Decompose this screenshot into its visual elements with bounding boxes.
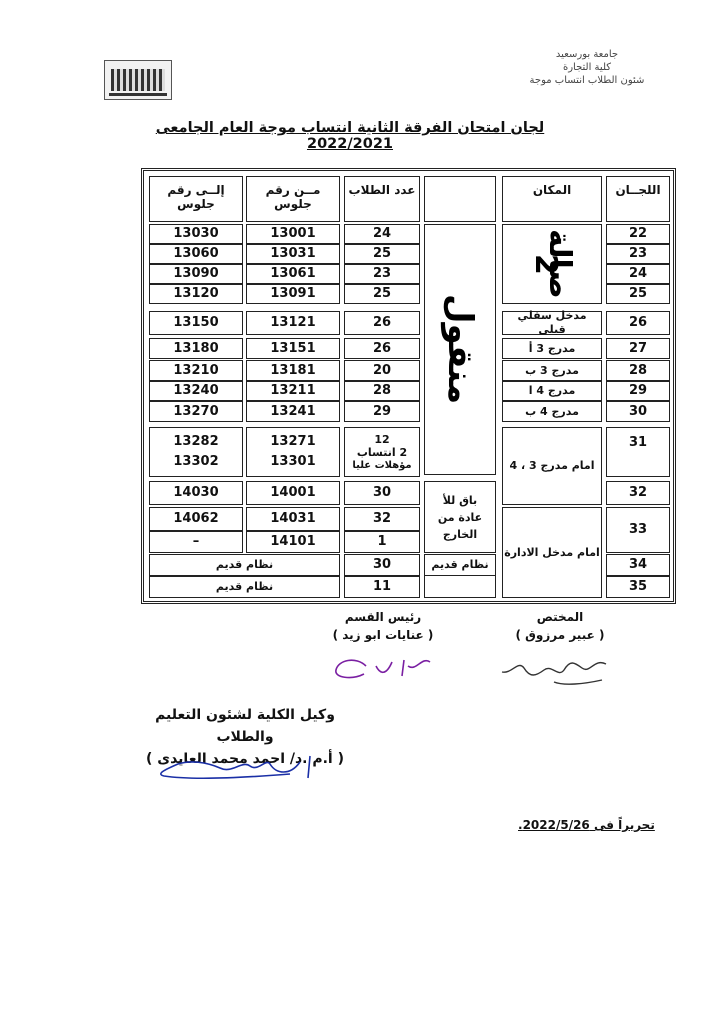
seat-to: 13060	[149, 244, 243, 264]
students-count: 11	[344, 576, 420, 598]
students-count: 30	[344, 554, 420, 576]
location-amph3b: مدرج 3 ب	[502, 360, 602, 381]
students-count: 32	[344, 507, 420, 531]
seat-to: 13090	[149, 264, 243, 284]
students-line: مؤهلات عليا	[352, 459, 412, 471]
seat-from: 14001	[246, 481, 340, 505]
committee-number: 33	[606, 507, 670, 553]
header-to: إلــى رقم جلوس	[149, 176, 243, 222]
status-transferred	[424, 224, 496, 475]
seat-from: 13091	[246, 284, 340, 304]
committee-number: 24	[606, 264, 670, 284]
seat-to: 13030	[149, 224, 243, 244]
students-count: 1	[344, 531, 420, 553]
students-count: 26	[344, 338, 420, 359]
students-count: 24	[344, 224, 420, 244]
location-hall2-label: صالة 2	[528, 229, 577, 299]
header-committees: اللجــان	[606, 176, 670, 222]
seat-from-31	[246, 427, 340, 477]
students-count: 26	[344, 311, 420, 335]
seat-to: 13180	[149, 338, 243, 359]
seat-to: 14030	[149, 481, 243, 505]
seat-from: 13151	[246, 338, 340, 359]
seat-from: 14101	[246, 531, 340, 553]
location-amph4b: مدرج 4 ب	[502, 401, 602, 422]
specialist-signature-icon	[494, 652, 614, 692]
seat-to-line: 13302	[173, 454, 219, 469]
university-seal-icon	[104, 60, 172, 100]
row34-range: نظام قديم	[149, 554, 340, 576]
seat-from: 13241	[246, 401, 340, 422]
students-count: 23	[344, 264, 420, 284]
seat-to-31	[149, 427, 243, 477]
institution-line: جامعة بورسعيد	[555, 49, 619, 60]
seat-to: –	[149, 531, 243, 553]
location-hall2	[502, 224, 602, 304]
row35-range: نظام قديم	[149, 576, 340, 598]
status-transferred-label: منقول	[440, 294, 480, 405]
row34-note: نظام قديم	[424, 554, 496, 576]
institution-line: شئون الطلاب انتساب موجة	[529, 75, 645, 86]
committee-number: 25	[606, 284, 670, 304]
seat-to: 13210	[149, 360, 243, 381]
head-signature-icon	[326, 652, 436, 686]
page-title: لجان امتحان الفرقة الثانية انتساب موجة العام الجامعى 2022/2021	[155, 120, 545, 152]
header-from: مــن رقم جلوس	[246, 176, 340, 222]
seat-to: 14062	[149, 507, 243, 531]
head-name: ( عنايات ابو زيد )	[332, 628, 434, 642]
row35-note-blank	[424, 576, 496, 598]
seat-from-line: 13301	[270, 454, 316, 469]
header-students: عدد الطلاب	[344, 176, 420, 222]
students-count: 28	[344, 381, 420, 401]
head-title: رئيس القسم	[344, 610, 422, 624]
committee-number: 27	[606, 338, 670, 359]
students-count: 29	[344, 401, 420, 422]
seat-to-line: 13282	[173, 434, 219, 449]
institution-header	[512, 48, 662, 87]
dean-signature-icon	[150, 748, 320, 784]
issue-date: تحريراً فى 2022/5/26.	[518, 818, 655, 832]
head-signature-block	[318, 608, 448, 644]
seat-from: 13181	[246, 360, 340, 381]
seat-from-line: 13271	[270, 434, 316, 449]
seat-from: 13031	[246, 244, 340, 264]
specialist-signature-block	[500, 608, 620, 644]
seat-to: 13120	[149, 284, 243, 304]
seat-from: 13061	[246, 264, 340, 284]
specialist-name: ( عبير مرزوق )	[515, 628, 605, 642]
students-count: 25	[344, 284, 420, 304]
location-admin: امام مدخل الادارة	[502, 507, 602, 598]
committee-number: 35	[606, 576, 670, 598]
students-line: 2 انتساب	[356, 445, 408, 459]
committee-number: 23	[606, 244, 670, 264]
seat-to: 13150	[149, 311, 243, 335]
seat-from: 13121	[246, 311, 340, 335]
seat-to: 13270	[149, 401, 243, 422]
seat-from: 13001	[246, 224, 340, 244]
students-count-31	[344, 427, 420, 477]
location-front-amph34: امام مدرج 3 ، 4	[502, 427, 602, 505]
location-amph3a: مدرج 3 أ	[502, 338, 602, 359]
committee-number: 26	[606, 311, 670, 335]
status-remaining: باق للأ عادة من الخارج	[424, 481, 496, 553]
committee-number: 28	[606, 360, 670, 381]
committee-number: 32	[606, 481, 670, 505]
header-blank	[424, 176, 496, 222]
seat-to: 13240	[149, 381, 243, 401]
committee-number: 31	[606, 427, 670, 477]
dean-name: ( أ.م .د/ احمد محمد العايدى )	[145, 751, 345, 767]
students-count: 20	[344, 360, 420, 381]
committee-number: 29	[606, 381, 670, 401]
specialist-title: المختص	[536, 610, 584, 624]
location-basement: مدخل سفلي قبلى	[502, 311, 602, 335]
committees-table	[141, 168, 676, 604]
seat-from: 14031	[246, 507, 340, 531]
students-count: 25	[344, 244, 420, 264]
committee-number: 30	[606, 401, 670, 422]
dean-title: وكيل الكلية لشئون التعليم والطلاب	[155, 707, 335, 745]
committee-number: 22	[606, 224, 670, 244]
committee-number: 34	[606, 554, 670, 576]
students-line: 12	[374, 432, 390, 446]
location-amph4a: مدرج 4 ا	[502, 381, 602, 401]
students-count: 30	[344, 481, 420, 505]
seat-from: 13211	[246, 381, 340, 401]
institution-line: كلية التجارة	[562, 62, 612, 73]
header-location: المكان	[502, 176, 602, 222]
